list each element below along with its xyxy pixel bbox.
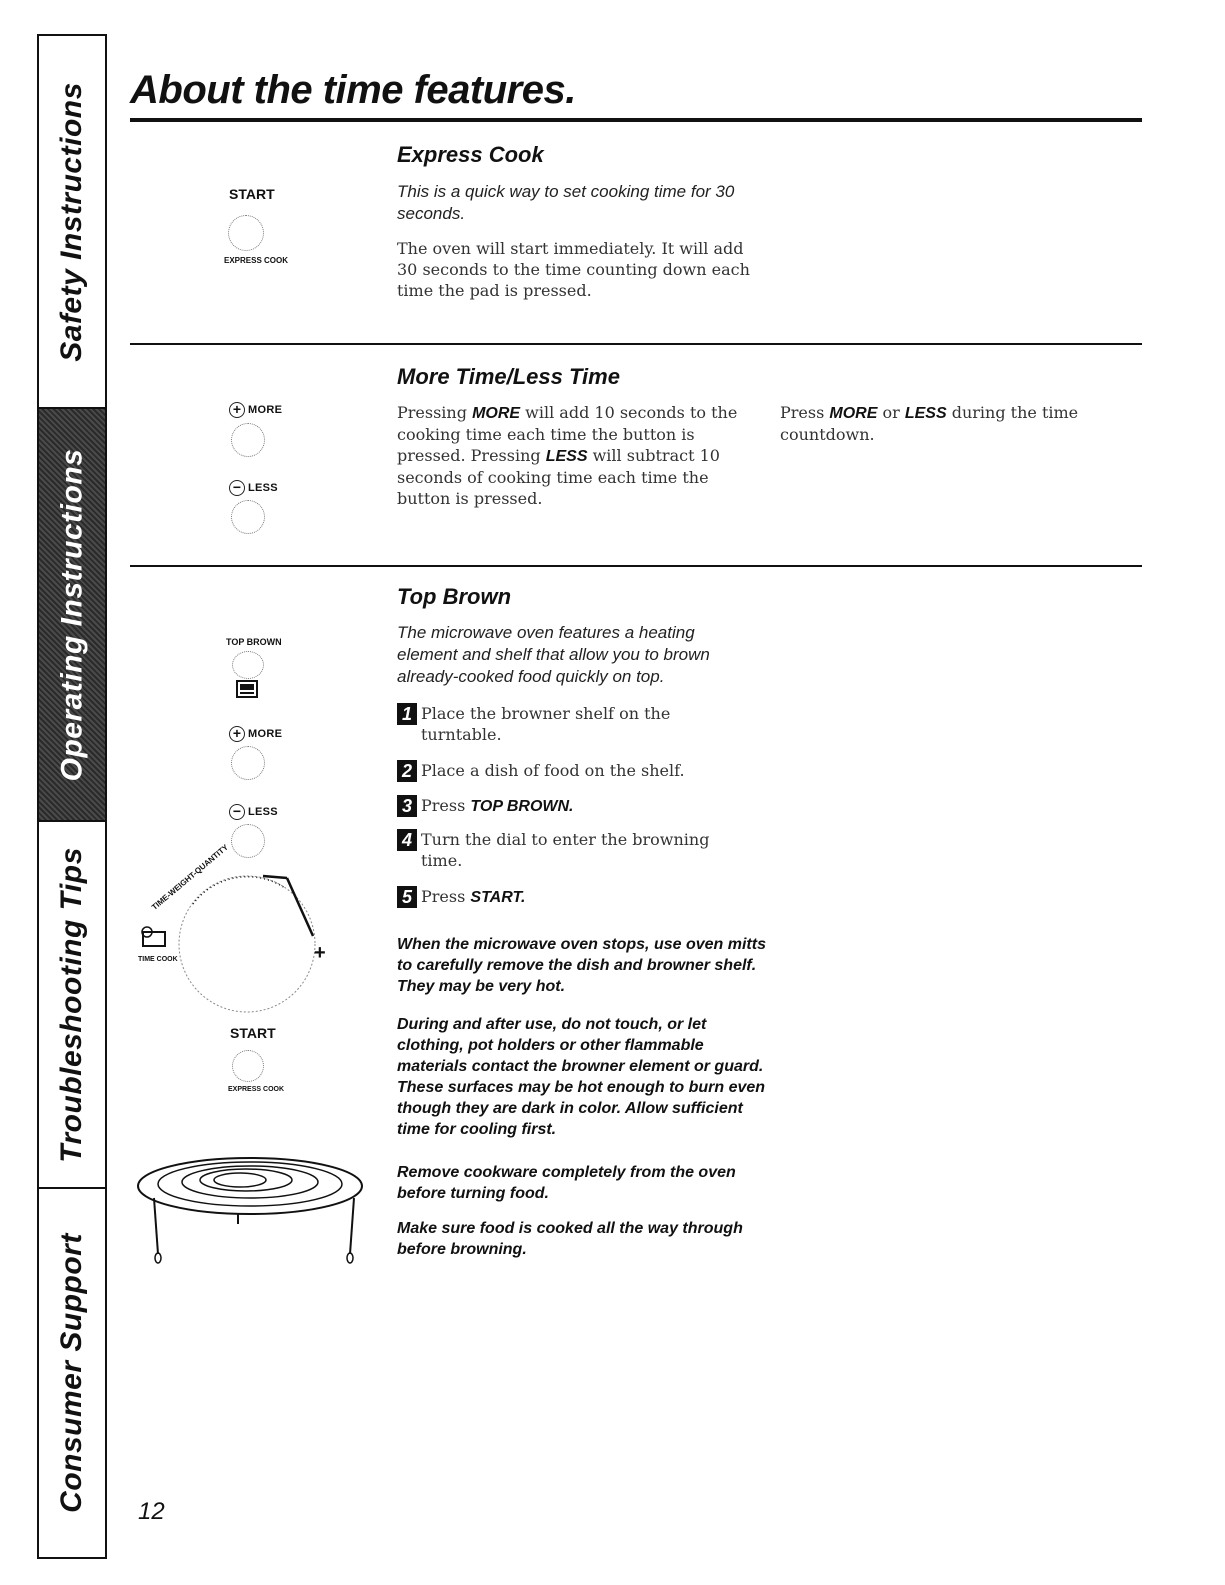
plus-symbol: + [314,942,326,964]
start-label: START [229,186,275,202]
less-label-2: LESS [248,806,278,818]
more-symbol-icon: + [229,402,245,418]
side-text-2: or [877,403,905,422]
express-cook-body: The oven will start immediately. It will add 30 seconds to the time counting down each time the pad is pressed. [397,239,750,300]
section-divider [130,343,1142,345]
tab-safety-instructions[interactable]: Safety Instructions [39,36,105,409]
express-cook-label: EXPRESS COOK [224,256,289,265]
less-keyword: LESS [545,448,588,465]
more-less-heading: More Time/Less Time [397,364,620,389]
tab-troubleshooting-tips[interactable]: Troubleshooting Tips [39,822,105,1189]
step-text: Press [421,887,471,906]
less-label: LESS [248,482,278,494]
warning-3: Remove cookware completely from the oven before turning food. [397,1164,736,1202]
dial-label: TIME-WEIGHT-QUANTITY [150,842,231,912]
step-text: Turn the dial to enter the browning time. [421,830,710,870]
top-brown-intro: The microwave oven features a heating element and shelf that allow you to brown already-cooked food quickly on top. [397,623,710,686]
express-cook-button[interactable] [228,215,264,251]
more-less-text-3: will subtract 10 seconds of cooking time each time the button is pressed. [397,446,720,508]
start-button[interactable] [232,1050,264,1082]
side-more-keyword: MORE [829,405,878,422]
step-text: Press [421,796,471,815]
more-less-body [397,402,747,509]
express-cook-heading: Express Cook [397,142,544,167]
title-rule [130,118,1142,122]
more-keyword: MORE [472,405,521,422]
step-5 [397,886,737,908]
more-less-side-note [780,402,1100,445]
time-cook-label: TIME COOK [138,956,178,963]
more-less-text-1: Pressing [397,403,473,422]
more-symbol-icon: + [229,726,245,742]
step-number: 4 [397,829,417,851]
side-tab-bar [37,34,107,1559]
warning-1: When the microwave oven stops, use oven mitts to carefully remove the dish and browner shelf. They may be very hot. [397,936,766,995]
warning-2: During and after use, do not touch, or let clothing, pot holders or other flammable materials contact the browner element or guard. These surfaces may be hot enough to burn even though they are dark in color. Allow sufficient time for cooling first. [397,1016,766,1138]
top-brown-label: TOP BROWN [226,637,282,647]
step-text: Place the browner shelf on the turntable. [421,704,671,744]
more-less-text-2: will add 10 seconds to the cooking time each time the button is pressed. Pressing [397,403,738,465]
side-less-keyword: LESS [904,405,947,422]
step-number: 5 [397,886,417,908]
less-button[interactable] [231,500,265,534]
side-text-1: Press [780,403,830,422]
step-4 [397,829,737,871]
browner-shelf-illustration [128,1150,378,1270]
step-keyword: TOP BROWN. [470,798,574,815]
tab-consumer-support[interactable]: Consumer Support [55,1233,89,1513]
tab-operating-instructions[interactable]: Operating Instructions [39,409,105,822]
warning-4: Make sure food is cooked all the way through before browning. [397,1220,743,1258]
step-keyword: START. [470,889,526,906]
step-2 [397,760,737,782]
more-button-2[interactable] [231,746,265,780]
less-symbol-icon: − [229,804,245,820]
top-brown-heading: Top Brown [397,584,512,609]
less-symbol-icon: − [229,480,245,496]
express-cook-intro: This is a quick way to set cooking time for 30 seconds. [397,182,735,223]
step-number: 2 [397,760,417,782]
step-3 [397,795,737,817]
more-label-2: MORE [248,728,283,740]
start-label-2: START [230,1025,276,1041]
step-number: 3 [397,795,417,817]
more-label: MORE [248,404,283,416]
section-divider [130,565,1142,567]
less-button-2[interactable] [231,824,265,858]
express-cook-label-2: EXPRESS COOK [228,1086,285,1093]
page-title: About the time features. [130,68,576,112]
time-weight-quantity-dial[interactable] [135,860,335,1030]
step-text: Place a dish of food on the shelf. [421,761,685,780]
browner-icon [236,680,258,698]
side-text-3: during the time countdown. [780,403,1079,444]
more-button[interactable] [231,423,265,457]
page-number: 12 [138,1498,165,1525]
step-number: 1 [397,703,417,725]
top-brown-button[interactable] [232,651,264,679]
step-1 [397,703,737,745]
